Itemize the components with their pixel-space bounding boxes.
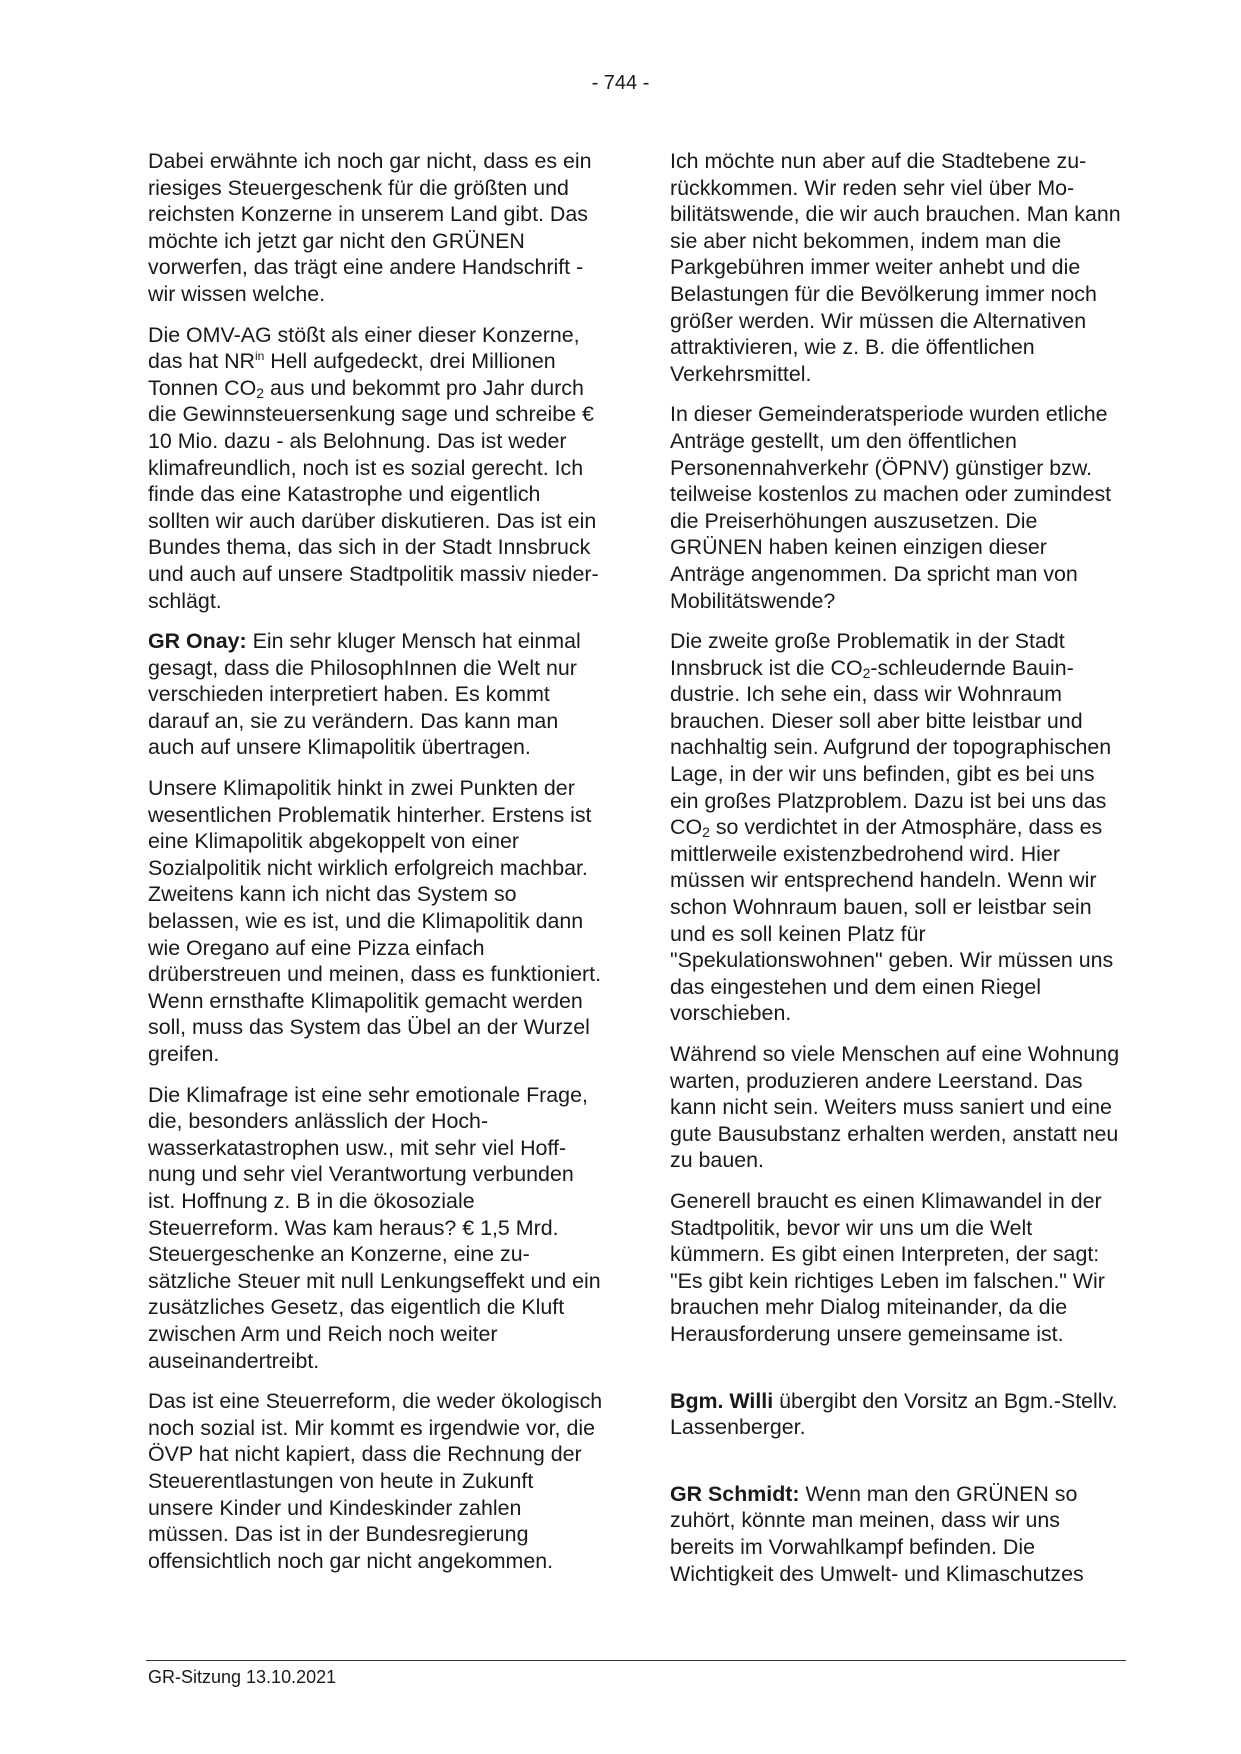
text-run: aus und bekommt pro Jahr durch die Gewinnsteuersenkung sage und schreibe € 10 Mio. dazu - als Belohnung. Das ist weder klimafreundlich, noch ist es sozial gerecht. Ich finde das eine Katastrophe und eigentlich sollten wir auch darüber diskutieren. Das ist ein Bundes thema, das sich in der Stadt Innsbruck und auch auf unsere Stadtpolitik massiv niederschlägt. [148,375,599,613]
paragraph: Dabei erwähnte ich noch gar nicht, dass es ein riesiges Steuergeschenk für die größten und reichsten Konzerne in unserem Land gibt. Das möchte ich jetzt gar nicht den GRÜNEN vorwerfen, das trägt eine andere Handschrift - wir wissen welche. [148,149,592,306]
paragraph [670,628,1126,1027]
text-run: -schleudernde Bauindustrie. Ich sehe ein, dass wir Wohnraum brauchen. Dieser soll aber bitte leistbar und nachhaltig sein. Aufgrund der topographischen Lage, in der wir uns befinden, gibt es bei uns ein großes Platzproblem. Dazu ist bei uns das CO [670,655,1112,840]
paragraph [670,1388,1126,1441]
paragraph [148,628,604,761]
subscript: 2 [862,664,871,681]
subscript: 2 [702,824,710,841]
paragraph: Unsere Klimapolitik hinkt in zwei Punkten der wesentlichen Problematik hinterher. Erstens ist eine Klimapolitik abgekoppelt von einer Sozialpolitik nicht wirklich erfolgreich machbar. Zweitens kann ich nicht das System so belassen, wie es ist, und die Klimapolitik dann wie Oregano auf eine Pizza einfach drüberstreuen und meinen, dass es funktioniert. Wenn ernsthafte Klimapolitik gemacht werden soll, muss das System das Übel an der Wurzel greifen. [148,776,602,1066]
footer-divider [146,1660,1126,1661]
text-run: Die OMV-AG stößt als einer dieser Konzerne, das hat NR [148,322,580,374]
paragraph: Die Klimafrage ist eine sehr emotionale Frage, die, besonders anlässlich der Hochwasserkatastrophen usw., mit sehr viel Hoffnung und sehr viel Verantwortung verbunden ist. Hoffnung z. B in die ökosoziale Steuerreform. Was kam heraus? € 1,5 Mrd. Steuergeschenke an Konzerne, eine zusätzliche Steuer mit null Lenkungseffekt und ein zusätzliches Gesetz, das eigentlich die Kluft zwischen Arm und Reich noch weiter auseinandertreibt. [148,1082,601,1373]
right-column [670,148,1126,1601]
paragraph: In dieser Gemeinderatsperiode wurden etliche Anträge gestellt, um den öffentlichen Personennahverkehr (ÖPNV) günstiger bzw. teilweise kostenlos zu machen oder zumindest die Preiserhöhungen auszusetzen. Die GRÜNEN haben keinen einzigen dieser Anträge angenommen. Da spricht man von Mobilitätswende? [670,402,1112,613]
text-run: Die zweite große Problematik in der Stadt Innsbruck ist die CO [670,629,1065,680]
left-column [148,148,604,1588]
paragraph: Während so viele Menschen auf eine Wohnung warten, produzieren andere Leerstand. Das kann nicht sein. Weiters muss saniert und eine gute Bausubstanz erhalten werden, anstatt neu zu bauen. [670,1042,1120,1173]
paragraph: Das ist eine Steuerreform, die weder ökologisch noch sozial ist. Mir kommt es irgendwie vor, die ÖVP hat nicht kapiert, dass die Rechnung der Steuerentlastungen von heute in Zukunft unsere Kinder und Kindeskinder zahlen müssen. Das ist in der Bundesregierung offensichtlich noch gar nicht angekommen. [148,1389,603,1573]
text-run: übergibt den Vorsitz an Bgm.-Stellv. Lassenberger. [670,1388,1118,1440]
text-run: so verdichtet in der Atmosphäre, dass es mittlerweile existenzbedrohend wird. Hier müssen wir entsprechend handeln. Wenn wir schon Wohnraum bauen, soll er leistbar sein und es soll keinen Platz für "Spekulationswohnen" geben. Wir müssen uns das eingestehen und dem einen Riegel vorschieben. [670,815,1114,1026]
speaker-name: GR Onay: [148,629,247,654]
speaker-name: Bgm. Willi [670,1388,774,1413]
page-number: - 744 - [591,72,650,94]
text-run: Hell aufgedeckt, drei Millionen Tonnen CO [148,349,556,400]
text-run: Wenn man den GRÜNEN so zuhört, könnte man meinen, dass wir uns bereits im Vorwahlkampf befinden. Die Wichtigkeit des Umwelt- und Klimaschutzes [670,1481,1084,1586]
superscript: in [255,349,265,364]
paragraph: Generell braucht es einen Klimawandel in der Stadtpolitik, bevor wir uns um die Welt kümmern. Es gibt einen Interpreten, der sagt: "Es gibt kein richtiges Leben im falschen." Wir brauchen mehr Dialog miteinander, da die Herausforderung unsere gemeinsame ist. [670,1188,1105,1346]
speaker-name: GR Schmidt: [670,1481,800,1506]
paragraph [148,322,604,615]
text-run: Ein sehr kluger Mensch hat einmal gesagt, dass die PhilosophInnen die Welt nur verschieden interpretiert haben. Es kommt darauf an, sie zu verändern. Das kann man auch auf unsere Klimapolitik übertragen. [148,629,581,760]
paragraph: Ich möchte nun aber auf die Stadtebene zurückkommen. Wir reden sehr viel über Mobilitätswende, die wir auch brauchen. Man kann sie aber nicht bekommen, indem man die Parkgebühren immer weiter anhebt und die Belastungen für die Bevölkerung immer noch größer werden. Wir müssen die Alternativen attraktivieren, wie z. B. die öffentlichen Verkehrsmittel. [670,149,1121,386]
subscript: 2 [256,384,265,401]
footer-text: GR-Sitzung 13.10.2021 [148,1667,337,1687]
paragraph [670,1481,1126,1587]
